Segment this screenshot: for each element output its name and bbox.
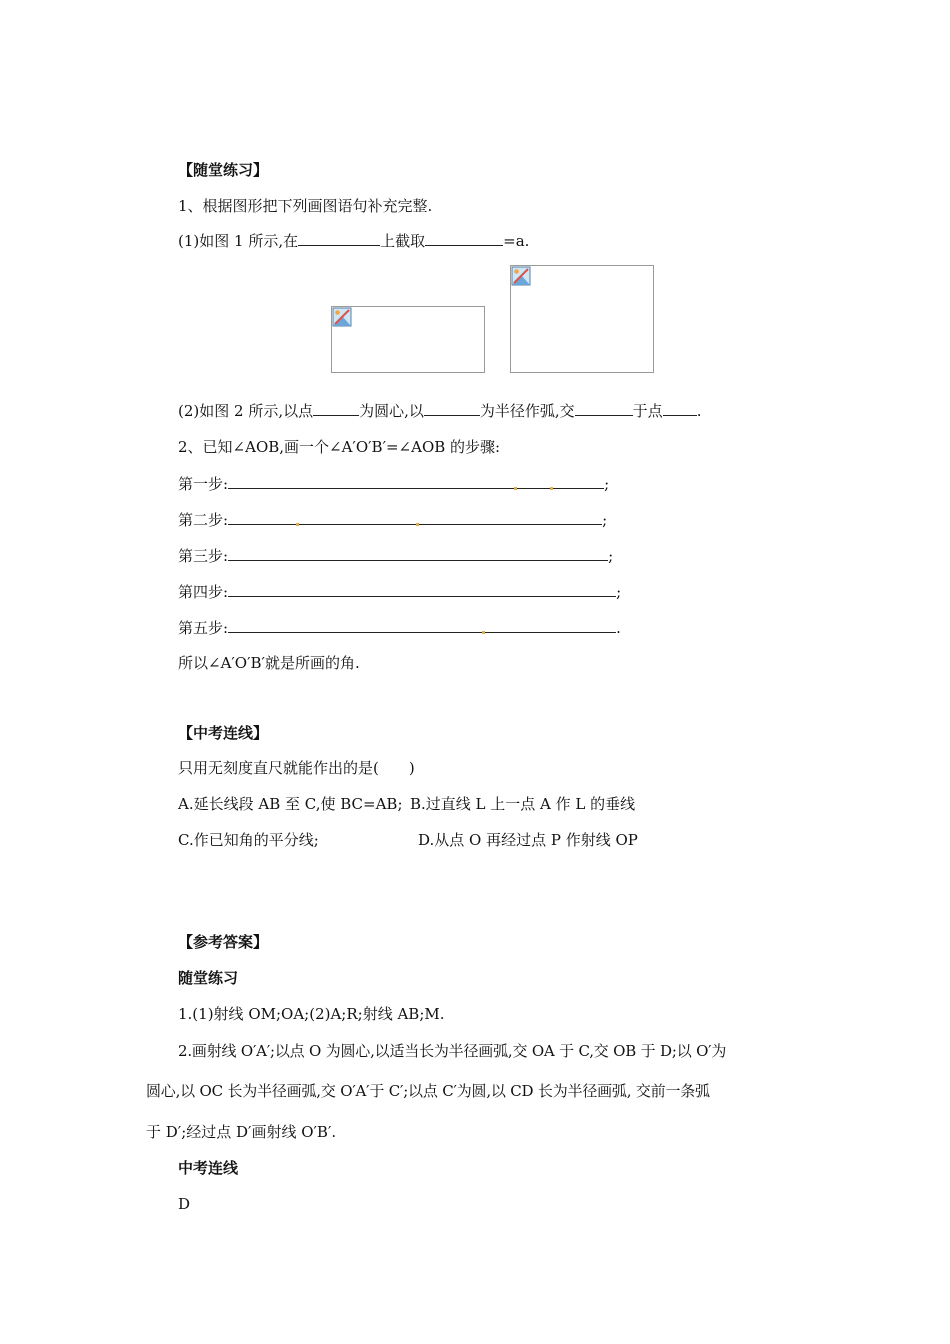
exam-heading: 【中考连线】 (178, 724, 269, 742)
figure-1 (331, 306, 485, 373)
question-1-part-1 (178, 231, 529, 251)
step-label: 第一步: (178, 475, 229, 493)
step-4 (178, 582, 621, 602)
blank (228, 618, 616, 633)
step-label: 第四步: (178, 583, 229, 601)
blank (228, 474, 604, 489)
answers-exam-title: 中考连线 (178, 1159, 239, 1177)
blank (228, 510, 602, 525)
answers-exam-answer: D (178, 1195, 191, 1213)
blank (663, 401, 697, 416)
answer-1: 1.(1)射线 OM;OA;(2)A;R;射线 AB;M. (178, 1005, 445, 1023)
step-end: ; (602, 511, 608, 529)
blank (425, 231, 503, 246)
step-label: 第五步: (178, 619, 229, 637)
q1-1-text-b: 上截取 (380, 232, 426, 250)
answers-practice-title: 随堂练习 (178, 969, 239, 987)
step-3 (178, 546, 613, 566)
q1-2-text-d: 于点 (632, 402, 663, 420)
broken-image-icon (332, 307, 352, 327)
q1-1-text-a: (1)如图 1 所示,在 (178, 232, 299, 250)
option-d: D.从点 O 再经过点 P 作射线 OP (418, 831, 638, 849)
figure-2 (510, 265, 654, 373)
question-1: 1、根据图形把下列画图语句补充完整. (178, 197, 433, 215)
step-end: ; (604, 475, 610, 493)
answer-2-line-1: 2.画射线 O′A′;以点 O 为圆心,以适当长为半径画弧,交 OA 于 C,交 OB 于 D;以 O′为 (178, 1042, 727, 1060)
q1-2-text-c: 为半径作弧,交 (479, 402, 575, 420)
step-end: . (616, 619, 621, 637)
option-b: B.过直线 L 上一点 A 作 L 的垂线 (410, 795, 636, 813)
blank (228, 546, 608, 561)
step-2 (178, 510, 607, 530)
answer-2-line-2: 圆心,以 OC 长为半径画弧,交 O′A′于 C′;以点 C′为圆,以 CD 长为半径画弧, 交前一条弧 (146, 1082, 710, 1100)
step-label: 第三步: (178, 547, 229, 565)
practice-heading: 【随堂练习】 (178, 161, 269, 179)
conclusion: 所以∠A′O′B′就是所画的角. (178, 654, 360, 672)
answer-2-line-3: 于 D′;经过点 D′画射线 O′B′. (146, 1123, 337, 1141)
q1-2-text-a: (2)如图 2 所示,以点 (178, 402, 314, 420)
step-1 (178, 474, 609, 494)
blank (575, 401, 633, 416)
q1-2-text-e: . (696, 402, 702, 420)
option-a: A.延长线段 AB 至 C,使 BC=AB; (178, 795, 403, 813)
question-1-part-2 (178, 401, 701, 421)
step-label: 第二步: (178, 511, 229, 529)
q1-1-text-c: =a. (503, 232, 530, 250)
blank (424, 401, 480, 416)
step-end: ; (616, 583, 622, 601)
answers-heading: 【参考答案】 (178, 933, 269, 951)
step-5 (178, 618, 621, 638)
blank (313, 401, 359, 416)
blank (228, 582, 616, 597)
step-end: ; (608, 547, 614, 565)
question-2: 2、已知∠AOB,画一个∠A′O′B′=∠AOB 的步骤: (178, 438, 501, 456)
exam-question: 只用无刻度直尺就能作出的是( ) (178, 759, 415, 777)
q1-2-text-b: 为圆心,以 (359, 402, 424, 420)
option-c: C.作已知角的平分线; (178, 831, 319, 849)
broken-image-icon (511, 266, 531, 286)
blank (298, 231, 380, 246)
